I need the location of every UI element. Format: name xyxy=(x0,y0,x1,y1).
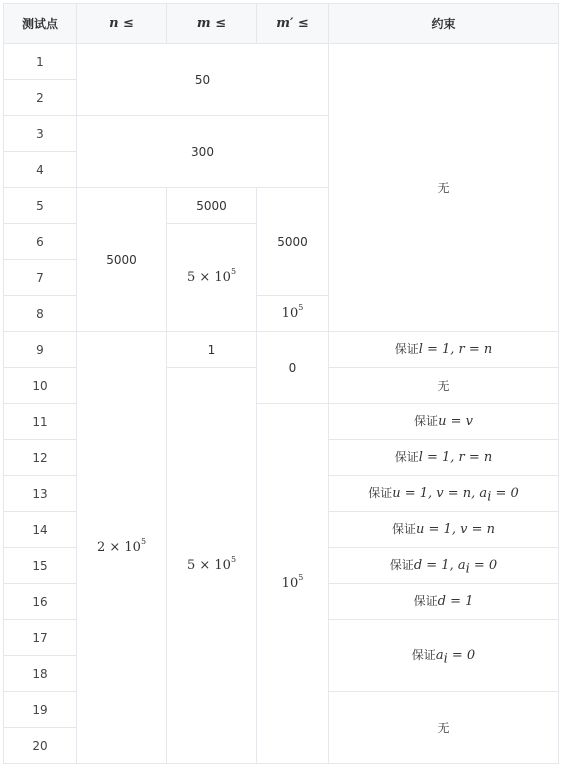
test-point-cell: 19 xyxy=(4,692,77,728)
constraint-expr-tail: = 0 xyxy=(491,486,519,501)
constraint-cell xyxy=(329,620,559,692)
constraint-prefix: 保证 xyxy=(394,342,419,356)
header-m-prime: m′ ≤ xyxy=(257,4,329,44)
sci-base: 10 xyxy=(281,305,299,321)
test-point-cell: 2 xyxy=(4,80,77,116)
test-point-cell: 13 xyxy=(4,476,77,512)
constraint-expr: l = 1, r = n xyxy=(418,342,493,357)
constraint-subscript: i xyxy=(487,489,492,505)
test-point-cell: 8 xyxy=(4,296,77,332)
test-point-cell: 3 xyxy=(4,116,77,152)
test-point-cell: 1 xyxy=(4,44,77,80)
constraint-cell xyxy=(329,512,559,548)
constraint-prefix: 保证 xyxy=(389,558,414,572)
test-point-cell: 5 xyxy=(4,188,77,224)
table-row xyxy=(4,44,559,80)
constraint-subscript: i xyxy=(443,651,448,667)
sci-base: 2 × 10 xyxy=(96,539,141,555)
sci-base: 10 xyxy=(281,575,299,591)
test-point-cell: 9 xyxy=(4,332,77,368)
test-point-cell: 20 xyxy=(4,728,77,764)
test-point-cell: 18 xyxy=(4,656,77,692)
constraint-cell xyxy=(329,548,559,584)
constraint-expr: u = v xyxy=(438,414,473,429)
limit-cell-m-prime: 5000 xyxy=(257,188,329,296)
sci-exponent: 5 xyxy=(230,555,237,565)
constraint-prefix: 保证 xyxy=(414,414,439,428)
constraint-prefix: 保证 xyxy=(413,594,438,608)
constraint-cell xyxy=(329,440,559,476)
test-point-cell: 12 xyxy=(4,440,77,476)
constraint-cell xyxy=(329,584,559,620)
limit-cell-n xyxy=(77,332,167,764)
limit-cell-m: 1 xyxy=(167,332,257,368)
constraint-cell: 无 xyxy=(329,44,559,332)
test-point-cell: 14 xyxy=(4,512,77,548)
constraint-expr-tail: = 0 xyxy=(469,558,498,573)
test-point-cell: 4 xyxy=(4,152,77,188)
constraint-expr: l = 1, r = n xyxy=(418,450,493,465)
test-point-cell: 17 xyxy=(4,620,77,656)
constraint-cell xyxy=(329,476,559,512)
test-point-cell: 15 xyxy=(4,548,77,584)
constraint-prefix: 保证 xyxy=(368,486,393,500)
test-point-cell: 7 xyxy=(4,260,77,296)
limit-cell-n: 5000 xyxy=(77,188,167,332)
header-constraint: 约束 xyxy=(329,4,559,44)
sci-base: 5 × 10 xyxy=(186,269,231,285)
sci-exponent: 5 xyxy=(298,573,304,583)
limit-cell-m-prime: 0 xyxy=(257,332,329,404)
constraint-prefix: 保证 xyxy=(411,648,436,662)
constraint-expr: a xyxy=(435,648,444,663)
constraint-expr-tail: = 0 xyxy=(447,648,476,663)
sci-exponent: 5 xyxy=(230,267,237,277)
constraint-cell: 无 xyxy=(329,368,559,404)
header-n: n ≤ xyxy=(77,4,167,44)
test-point-cell: 11 xyxy=(4,404,77,440)
limit-cell-m xyxy=(167,224,257,332)
constraint-expr: d = 1 xyxy=(437,594,474,609)
constraint-cell xyxy=(329,404,559,440)
constraint-prefix: 保证 xyxy=(392,522,417,536)
limit-cell-m: 5000 xyxy=(167,188,257,224)
sci-base: 5 × 10 xyxy=(186,557,231,573)
limit-cell-m-prime xyxy=(257,404,329,764)
constraint-expr: u = 1, v = n xyxy=(416,522,495,537)
test-point-cell: 6 xyxy=(4,224,77,260)
sci-exponent: 5 xyxy=(298,303,304,313)
limit-cell-n-m-mp: 50 xyxy=(77,44,329,116)
header-m: m ≤ xyxy=(167,4,257,44)
constraint-cell xyxy=(329,332,559,368)
constraint-prefix: 保证 xyxy=(394,450,419,464)
test-point-cell: 10 xyxy=(4,368,77,404)
sci-exponent: 5 xyxy=(140,537,147,547)
header-test-point: 测试点 xyxy=(4,4,77,44)
limit-cell-n-m-mp: 300 xyxy=(77,116,329,188)
constraint-subscript: i xyxy=(465,561,470,577)
constraint-cell: 无 xyxy=(329,692,559,764)
constraint-expr: u = 1, v = n, a xyxy=(392,486,488,501)
limit-cell-m xyxy=(167,368,257,764)
header-row xyxy=(4,4,559,44)
test-point-cell: 16 xyxy=(4,584,77,620)
table-row xyxy=(4,332,559,368)
constraints-table xyxy=(3,3,559,764)
limit-cell-m-prime xyxy=(257,296,329,332)
constraint-expr: d = 1, a xyxy=(413,558,466,573)
